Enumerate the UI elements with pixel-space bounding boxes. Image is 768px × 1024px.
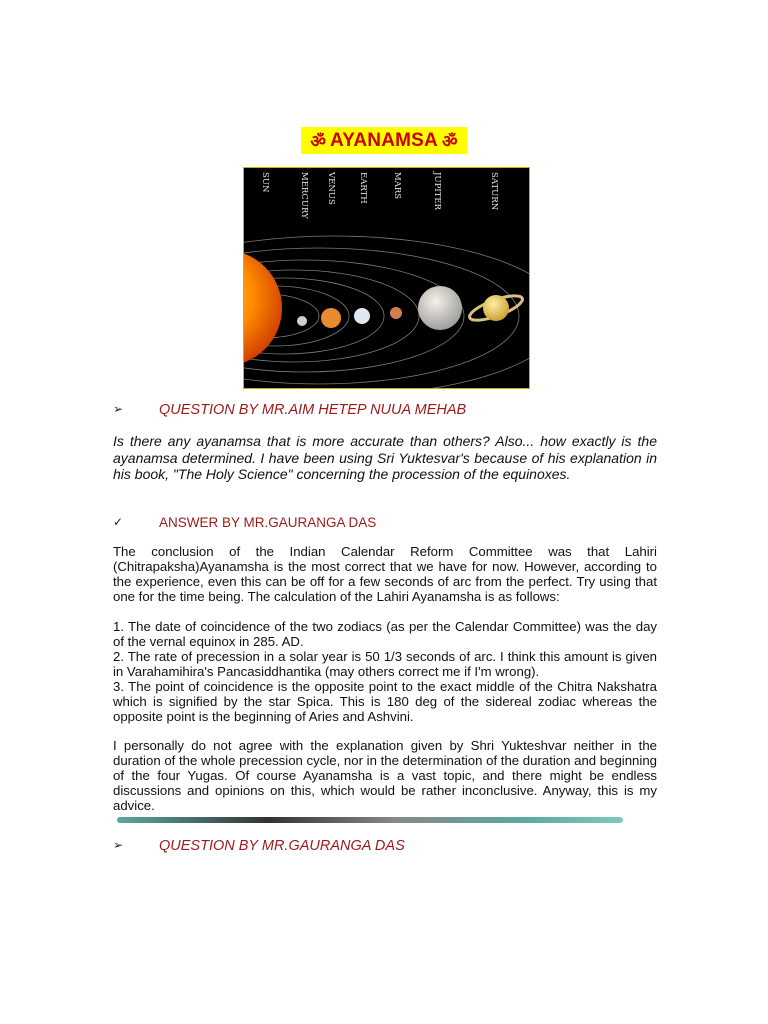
question-label: QUESTION BY MR.AIM HETEP NUUA MEHAB: [159, 402, 467, 418]
answer-conclusion: I personally do not agree with the explanation given by Shri Yukteshvar neither in the duration of the whole precession cycle, nor in the determination of the duration and beginning of the four Yugas. Of course Ayanamsha is a vast topic, and there might be endless discussions and opinions on this, which would be rather inconclusive. Anyway, this is my advice.: [113, 738, 657, 813]
question-label: QUESTION BY MR.GAURANGA DAS: [159, 838, 405, 854]
checkmark-bullet-icon: ✓: [113, 515, 124, 529]
arrow-bullet-icon: ➢: [113, 838, 124, 852]
page-title: [301, 127, 467, 154]
arrow-bullet-icon: ➢: [113, 402, 124, 416]
label-jupiter: JUPITER: [432, 172, 442, 210]
label-saturn: SATURN: [489, 172, 499, 211]
answer-point: 3. The point of coincidence is the opposite point to the exact middle of the Chitra Nakshatra which is signified by the star Spica. This is 180 deg of the sidereal zodiac whereas the opposite point is the beginning of Aries and Ashvini.: [113, 679, 657, 724]
om-icon: ॐ: [441, 132, 458, 151]
answer-points: [113, 619, 657, 724]
question-body: Is there any ayanamsa that is more accurate than others? Also... how exactly is the ayanamsa determined. I have been using Sri Yuktesvar's because of his explanation in his book, "The Holy Science" concerning the procession of the equinoxes.: [113, 433, 657, 482]
answer-point: 2. The rate of precession in a solar year is 50 1/3 seconds of arc. I think this amount is given in Varahamihira's Pancasiddhantika (may others correct me if I'm wrong).: [113, 649, 657, 679]
answer-paragraph: The conclusion of the Indian Calendar Reform Committee was that Lahiri (Chitrapaksha)Ayanamsha is the most correct that we have for now. However, according to the experience, even this can be off for a few seconds of arc from the perfect. Try using that one for the time being. The calculation of the Lahiri Ayanamsha is as follows:: [113, 544, 657, 604]
answer-label: ANSWER BY MR.GAURANGA DAS: [159, 515, 377, 530]
om-icon: ॐ: [310, 132, 327, 151]
solar-system-image: [243, 167, 530, 389]
section-divider: [117, 817, 623, 823]
label-mercury: MERCURY: [299, 172, 309, 219]
answer-point: 1. The date of coincidence of the two zodiacs (as per the Calendar Committee) was the day of the vernal equinox in 285. AD.: [113, 619, 657, 649]
label-mars: MARS: [392, 172, 402, 200]
label-venus: VENUS: [326, 172, 336, 205]
sun-icon: [244, 250, 282, 366]
label-sun: SUN: [260, 172, 270, 193]
title-text: AYANAMSA: [330, 129, 438, 151]
label-earth: EARTH: [358, 172, 368, 204]
